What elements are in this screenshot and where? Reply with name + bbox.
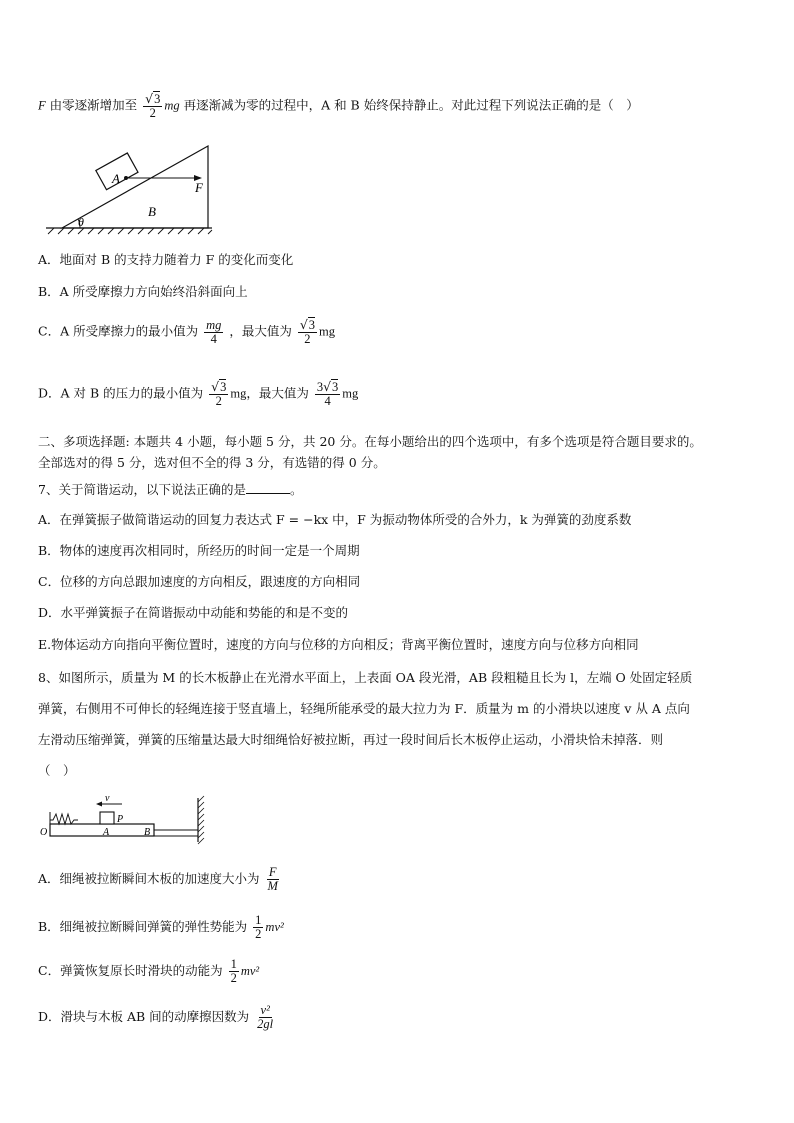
q8-stem-line-4: （ ） [38, 763, 76, 778]
q6-stem-text2: 再逐渐减为零的过程中，A 和 B 始终保持静止。对此过程下列说法正确的是（ ） [179, 97, 639, 113]
q6-stem [38, 92, 639, 120]
q8-b-fraction: $\frac{1}{2}$ [255, 913, 262, 942]
q6-c-fraction-1: $\frac{mg}{4}$ [206, 317, 222, 346]
label-theta: θ [78, 215, 84, 229]
q8-board-figure [38, 790, 208, 846]
q7-option-d: D．水平弹簧振子在简谐振动中动能和势能的和是不变的 [38, 605, 349, 620]
ground-hatch [48, 228, 212, 234]
slider-p [100, 812, 114, 824]
q7-option-c: C．位移的方向总跟加速度的方向相反，跟速度的方向相同 [38, 574, 361, 589]
q7-stem: 7、关于简谐运动，以下说法正确的是 。 [38, 482, 303, 497]
q8-stem-line-2: 弹簧，右侧用不可伸长的轻绳连接于竖直墙上，轻绳所能承受的最大拉力为 F．质量为 m 的小滑块以速度 v 从 A 点向 [38, 701, 690, 716]
label-f: F [195, 180, 203, 195]
q6-d-fraction-1: $\frac{√3}{2}$ [211, 379, 227, 409]
q8-option-d: D．滑块与木板 AB 间的动摩擦因数为 $\frac{\text{v²}}{2gl}$ [38, 1003, 274, 1032]
q6-c-fraction-2: $\frac{√3}{2}$ [299, 317, 316, 347]
q6-stem-text1: 由零逐渐增加至 [45, 97, 138, 113]
section2-line-1: 二、多项选择题: 本题共 4 小题，每小题 5 分，共 20 分。在每小题给出的四个选项中，有多个选项是符合题目要求的。 [38, 434, 702, 449]
label-b: B [144, 827, 151, 838]
spring-icon [50, 814, 78, 824]
q8-option-a: A．细绳被拉断瞬间木板的加速度大小为 $\frac{F}{M}$ [38, 865, 278, 894]
q6-d-fraction-2: $\frac{3√3}{4}$ [316, 379, 339, 409]
wall-hatch [198, 796, 204, 844]
label-a: A [112, 171, 120, 186]
q8-stem-line-1: 8、如图所示，质量为 M 的长木板静止在光滑水平面上，上表面 OA 段光滑，AB 段粗糙且长为 l，左端 O 处固定轻质 [38, 670, 693, 685]
answer-blank [246, 481, 290, 494]
q8-option-c: C．弹簧恢复原长时滑块的动能为 $\frac{1}{2}$ mv² [38, 957, 260, 986]
q8-stem-line-3: 左滑动压缩弹簧，弹簧的压缩量达最大时细绳恰好被拉断，再过一段时间后长木板停止运动，小滑块恰未掉落．则 [38, 732, 664, 747]
arrowhead-icon [96, 802, 102, 807]
long-board [50, 824, 154, 836]
q6-stem-f: F [38, 98, 46, 113]
label-o: O [40, 827, 48, 838]
q6-option-a: A．地面对 B 的支持力随着力 F 的变化而变化 [38, 252, 294, 267]
q7-option-e: E.物体运动方向指向平衡位置时，速度的方向与位移的方向相反；背离平衡位置时，速度方向与位移方向相同 [38, 637, 639, 652]
label-b: B [148, 204, 156, 219]
q8-a-fraction: $\frac{F}{M}$ [267, 865, 278, 894]
q6-incline-figure [40, 140, 220, 236]
q8-option-b: B．细绳被拉断瞬间弹簧的弹性势能为 $\frac{1}{2}$ mv² [38, 913, 284, 942]
q6-option-c: C．A 所受摩擦力的最小值为 $\frac{mg}{4}$ ，最大值为 $\frac{√3}{2}$ mg [38, 317, 336, 347]
label-p: P [117, 814, 124, 825]
q8-d-fraction: $\frac{\text{v²}}{2gl}$ [257, 1003, 274, 1032]
q8-c-fraction: $\frac{1}{2}$ [230, 957, 237, 986]
q7-option-b: B．物体的速度再次相同时，所经历的时间一定是一个周期 [38, 543, 360, 558]
q6-option-d: D．A 对 B 的压力的最小值为 $\frac{√3}{2}$ mg，最大值为 $\frac{3√3}{4}$ mg [38, 379, 359, 409]
label-v: v [105, 793, 110, 804]
q7-option-a: A．在弹簧振子做简谐运动的回复力表达式 F = −kx 中，F 为振动物体所受的合外力，k 为弹簧的劲度系数 [38, 512, 632, 527]
q6-stem-mg: mg [164, 98, 180, 113]
section2-line-2: 全部选对的得 5 分，选对但不全的得 3 分，有选错的得 0 分。 [38, 455, 386, 470]
q6-stem-fraction: $\frac{√3}{2}$ [145, 91, 161, 121]
label-a: A [103, 827, 110, 838]
q6-option-b: B．A 所受摩擦力方向始终沿斜面向上 [38, 284, 248, 299]
